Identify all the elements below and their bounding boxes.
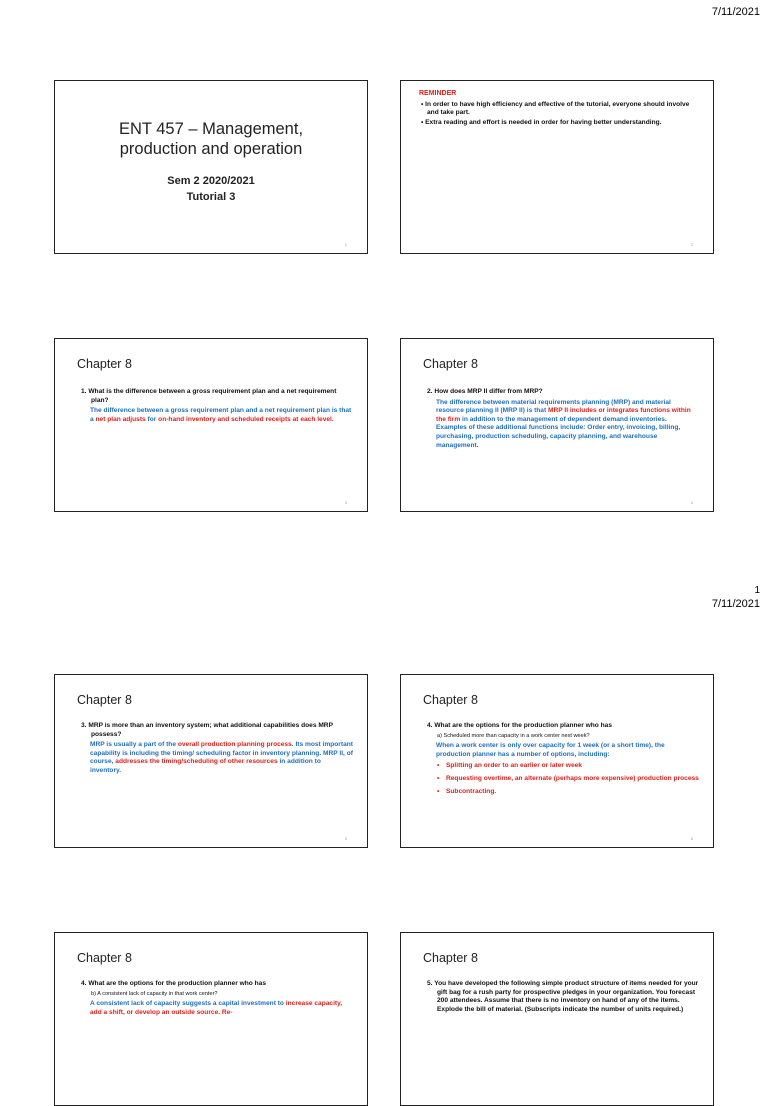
question-3: 3. MRP is more than an inventory system; what additional capabilities does MRP possess?: [81, 722, 333, 738]
question-5: 5. You have developed the following simple product structure of items needed for your gift bag for a rush party for prospective pledges in your organization. You forecast 200 attendees. Assume that there is no inventory on hand of any of the items. Explode the bill of material. (Subscripts indicate the number of units required.): [427, 980, 699, 1013]
slide-number: 1: [344, 242, 347, 247]
slide-3: [54, 338, 368, 512]
chapter-title: Chapter 8: [423, 951, 478, 965]
course-title-line1: ENT 457 – Management,: [118, 120, 304, 138]
chapter-title: Chapter 8: [77, 357, 132, 371]
question-1: 1. What is the difference between a gross requirement plan and a net requirement plan?: [81, 388, 337, 404]
question-4b-stem: 4. What are the options for the production planner who has: [81, 980, 266, 987]
chapter-title: Chapter 8: [423, 357, 478, 371]
option-item: • Splitting an order to an earlier or later week: [446, 762, 699, 771]
question-2: 2. How does MRP II differ from MRP?: [427, 388, 543, 395]
slide-number: 2: [690, 242, 693, 247]
tutorial-label: Tutorial 3: [186, 191, 236, 203]
course-title: [55, 119, 367, 159]
slide-5: [54, 674, 368, 848]
slide-6: [400, 674, 714, 848]
date-header: 7/11/2021: [711, 6, 760, 18]
chapter-title: Chapter 8: [77, 951, 132, 965]
slide-number: 4: [690, 500, 693, 505]
slide-4: [400, 338, 714, 512]
answer-4b: A consistent lack of capacity suggests a capital investment to increase capacity, add a shift, or develop an outside source. Re-: [90, 1000, 343, 1016]
chapter-title: Chapter 8: [423, 693, 478, 707]
slide-2: [400, 80, 714, 254]
options-list: [436, 762, 699, 796]
answer-1: The difference between a gross requirement plan and a net requirement plan is that a net plan adjusts for on-hand inventory and scheduled receipts at each level.: [90, 407, 352, 423]
answer-3: MRP is usually a part of the overall production planning process. Its most important capability is including the timing/ scheduling factor in inventory planning. MRP II, of course, addresses the timing/scheduling of other resources in addition to inventory.: [90, 741, 353, 774]
slide-1: [54, 80, 368, 254]
answer-2: The difference between material requirements planning (MRP) and material resource planning II (MRP II) is that MRP II includes or integrates functions within the firm in addition to the management of dependent demand inventories. Examples of these additional functions include: Order entry, invoicing, billing, purchasing, production scheduling, capacity planning, and warehouse management.: [436, 398, 691, 449]
slide-number: 3: [344, 500, 347, 505]
date-header-2: 7/11/2021: [711, 598, 760, 610]
question-4: 4. What are the options for the production planner who has: [427, 722, 612, 729]
reminder-bullet-2: • Extra reading and effort is needed in order for having better understanding.: [421, 119, 662, 127]
question-4b: b) A consistent lack of capacity in that work center?: [91, 990, 218, 997]
answer-4a: When a work center is only over capacity for 1 week (or a short time), the production planner has a number of options, including:: [436, 742, 665, 758]
chapter-title: Chapter 8: [77, 693, 132, 707]
reminder-bullet-1: • In order to have high efficiency and effective of the tutorial, everyone should involve and take part.: [421, 100, 690, 116]
reminder-heading: REMINDER: [419, 90, 457, 97]
slide-8: [400, 932, 714, 1106]
slide-number: 5: [344, 836, 347, 841]
semester-label: Sem 2 2020/2021: [167, 175, 255, 187]
question-4a: a) Scheduled more than capacity in a work center next week?: [437, 732, 590, 739]
option-item: • Subcontracting.: [446, 788, 699, 797]
course-title-line2: production and operation: [119, 140, 303, 158]
slide-number: 6: [690, 836, 693, 841]
page-number: 1: [754, 585, 760, 596]
option-item: • Requesting overtime, an alternate (perhaps more expensive) production process: [446, 775, 699, 784]
slide-7: [54, 932, 368, 1106]
